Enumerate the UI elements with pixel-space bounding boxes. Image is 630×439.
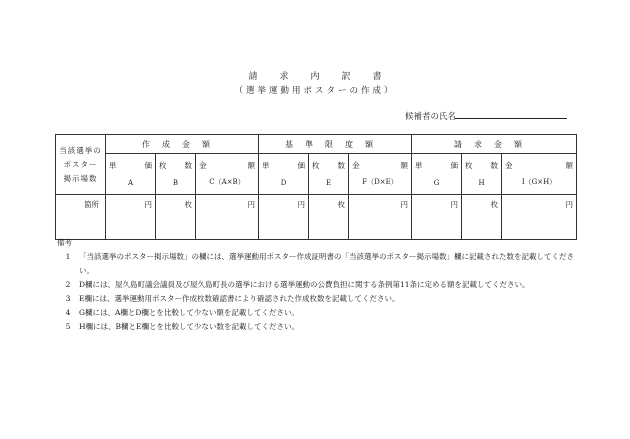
col-header-A: 単 価 A [106, 154, 156, 195]
group-header-limit-amount: 基準限度額 [259, 135, 412, 154]
document-title: 請求内訳書 [248, 72, 404, 82]
place-count-label: 箇所 [56, 195, 106, 240]
cell-D[interactable]: 円 [259, 195, 309, 240]
candidate-name-field[interactable] [455, 118, 567, 119]
note-item: 4 G欄には、A欄とD欄とを比較して少ない額を記載してください。 [65, 308, 299, 317]
cell-E[interactable]: 枚 [309, 195, 349, 240]
notes-heading: 備考 [57, 238, 72, 247]
spaced-label: 枚 数 [312, 161, 345, 170]
note-item: 1 「当該選挙のポスター掲示場数」の欄には、選挙運動用ポスター作成証明書の「当該選挙のポスター掲示場数」欄に記載された数を記載してください。 [65, 252, 574, 275]
cell-G[interactable]: 円 [412, 195, 462, 240]
note-item: 2 D欄には、屋久島町議会議員及び屋久島町長の選挙における選挙運動の公費負担に関する条例第11条に定める額を記載してください。 [65, 280, 530, 289]
col-header-I: 金 額 I（G×H） [502, 154, 577, 195]
note-item: 5 H欄には、B欄とE欄とを比較して少ない数を記載してください。 [65, 322, 300, 331]
col-header-E: 枚 数 E [309, 154, 349, 195]
cell-I[interactable]: 円 [502, 195, 577, 240]
spaced-label: 金 額 [352, 161, 409, 170]
spaced-label: 金 額 [199, 161, 255, 170]
col-header-G: 単 価 G [412, 154, 462, 195]
spaced-label: 単 価 [415, 161, 459, 170]
col-header-D: 単 価 D [259, 154, 309, 195]
label-char: 価 [144, 161, 152, 170]
spaced-label: 枚 数 [465, 161, 499, 170]
spaced-label: 金 額 [505, 161, 574, 170]
spaced-label [109, 160, 152, 171]
group-header-production-amount: 作成金額 [106, 135, 259, 154]
col-header-H: 枚 数 H [462, 154, 502, 195]
cell-C[interactable]: 円 [196, 195, 259, 240]
note-item: 3 E欄には、選挙運動用ポスター作成枚数確認書により確認された作成枚数を記載してください。 [65, 294, 400, 303]
group-header-claim-amount: 請求金額 [412, 135, 577, 154]
label-char: 単 [109, 161, 117, 170]
notes-section [57, 236, 579, 334]
cell-F[interactable]: 円 [349, 195, 412, 240]
cell-H[interactable]: 枚 [462, 195, 502, 240]
col-header-B: 枚 数 B [156, 154, 196, 195]
cell-A[interactable]: 円 [106, 195, 156, 240]
candidate-name-label: 候補者の氏名 [405, 112, 457, 122]
breakdown-table [55, 134, 577, 240]
poster-board-count-header: 当該選挙の ポスター 掲示場数 [56, 135, 106, 195]
document-subtitle: （選挙運動用ポスターの作成） [234, 86, 396, 96]
spaced-label: 枚 数 [159, 161, 192, 170]
col-header-F: 金 額 F（D×E） [349, 154, 412, 195]
spaced-label: 単 価 [262, 161, 305, 170]
cell-B[interactable]: 枚 [156, 195, 196, 240]
col-header-C: 金 額 C（A×B） [196, 154, 259, 195]
